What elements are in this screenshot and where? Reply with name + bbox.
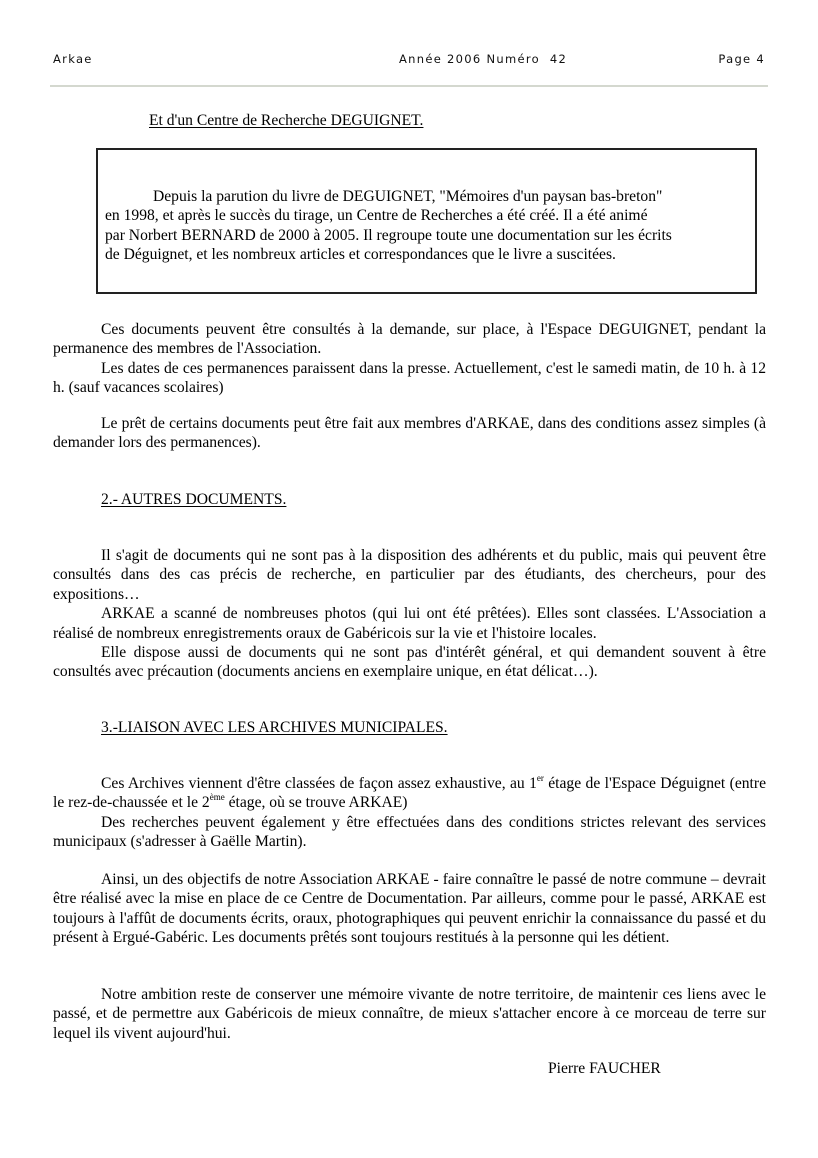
paragraph: Le prêt de certains documents peut être fait aux membres d'ARKAE, dans des conditions assez simples (à demander lors des permanences).: [53, 415, 766, 452]
superscript: ème: [209, 792, 225, 803]
publication-name: Arkae: [53, 52, 93, 66]
text: étage, où se trouve ARKAE): [224, 794, 408, 812]
author-signature: Pierre FAUCHER: [548, 1060, 661, 1077]
intro-box: [96, 148, 757, 294]
paragraph: Ces documents peuvent être consultés à la demande, sur place, à l'Espace DEGUIGNET, pendant la permanence des membres de l'Association.: [53, 321, 766, 358]
paragraph: Les dates de ces permanences paraissent dans la presse. Actuellement, c'est le samedi matin, de 10 h. à 12 h. (sauf vacances scolaires): [53, 359, 766, 397]
section2-paragraphs: [53, 546, 766, 682]
paragraph: Elle dispose aussi de documents qui ne sont pas d'intérêt général, et qui demandent souvent à être consultés avec précaution (documents anciens en exemplaire unique, en état délicat…).: [53, 644, 766, 681]
paragraph: Notre ambition reste de conserver une mémoire vivante de notre territoire, de maintenir ces liens avec le passé, et de permettre aux Gabéricois de mieux connaître, de mieux s'attacher encore à ce morceau de terre sur lequel ils vivent aujourd'hui.: [53, 986, 766, 1042]
section-title-archives-municipales: 3.-LIAISON AVEC LES ARCHIVES MUNICIPALES.: [101, 719, 448, 736]
section-title-autres-documents: 2.- AUTRES DOCUMENTS.: [101, 491, 287, 508]
text: Ces Archives viennent d'être classées de façon assez exhaustive, au 1: [101, 775, 537, 792]
header-divider: [50, 85, 768, 87]
superscript: er: [536, 772, 544, 783]
page-number: Page 4: [718, 52, 765, 66]
box-line: par Norbert BERNARD de 2000 à 2005. Il regroupe toute une documentation sur les écrits: [105, 226, 672, 244]
page-header: [53, 52, 765, 72]
paragraph-archives: [53, 774, 766, 813]
box-line: en 1998, et après le succès du tirage, un Centre de Recherches a été créé. Il a été animé: [105, 207, 648, 225]
section1-paragraphs-a: [53, 320, 766, 398]
paragraph: Ainsi, un des objectifs de notre Association ARKAE - faire connaître le passé de notre commune – devrait être réalisé avec la mise en place de ce Centre de Documentation. Par ailleurs, comme pour le passé, ARKAE est toujours à l'affût de documents écrits, oraux, photographiques qui peuvent enrichir la connaissance du passé et du présent à Ergué-Gabéric. Les documents prêtés sont toujours restitués à la personne qui les détient.: [53, 871, 766, 947]
section3-paragraphs-b: [53, 870, 766, 948]
issue-info: Année 2006 Numéro 42: [399, 52, 568, 66]
section3-paragraphs-a: [53, 774, 766, 852]
text: étage de l'Espace Déguignet (entre le rez-de-chaussée et le 2: [53, 775, 767, 812]
box-line: Depuis la parution du livre de DEGUIGNET, "Mémoires d'un paysan bas-breton": [153, 188, 663, 205]
section-title-centre-recherche: Et d'un Centre de Recherche DEGUIGNET.: [149, 112, 424, 129]
section1-paragraphs-b: [53, 414, 766, 453]
paragraph: Des recherches peuvent également y être effectuées dans des conditions strictes relevant des services municipaux (s'adresser à Gaëlle Martin).: [53, 813, 766, 851]
paragraph: ARKAE a scanné de nombreuses photos (qui lui ont été prêtées). Elles sont classées. L'Association a réalisé de nombreux enregistrements oraux de Gabéricois sur la vie et l'histoire locales.: [53, 605, 766, 642]
box-line: de Déguignet, et les nombreux articles et correspondances que le livre a suscitées.: [105, 246, 616, 264]
section3-paragraphs-c: [53, 985, 766, 1043]
paragraph: Il s'agit de documents qui ne sont pas à la disposition des adhérents et du public, mais qui peuvent être consultés dans des cas précis de recherche, en particulier par des étudiants, des chercheurs, pour des expositions…: [53, 547, 766, 603]
intro-box-text: [105, 187, 745, 265]
